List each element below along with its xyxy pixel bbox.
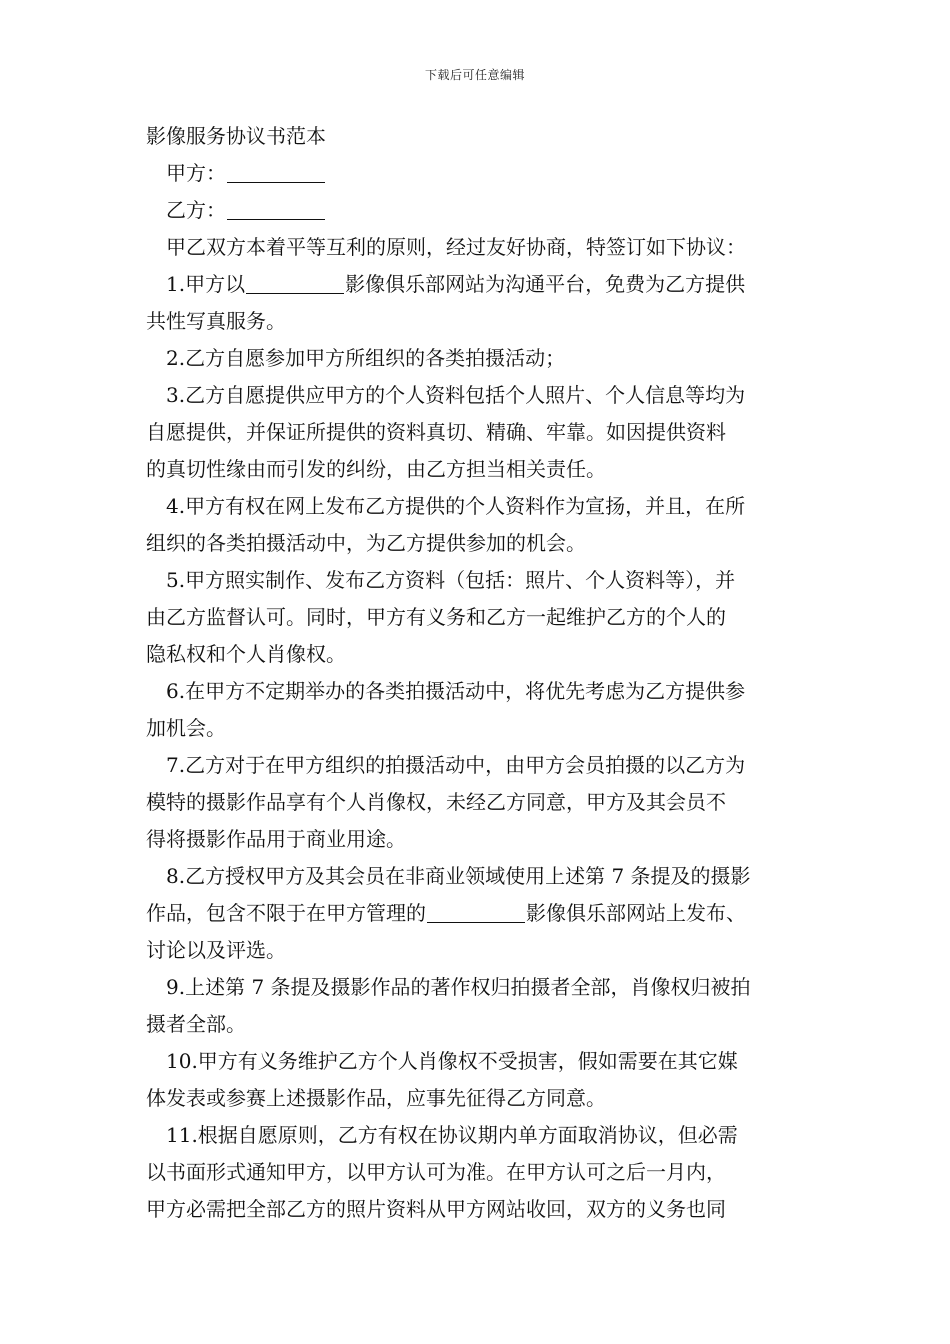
clause-9-line-2: 摄者全部。 xyxy=(146,1012,246,1036)
club-name-blank-2[interactable] xyxy=(427,898,525,923)
clause-7-line-1: 7.乙方对于在甲方组织的拍摄活动中，由甲方会员拍摄的以乙方为 xyxy=(166,753,746,777)
clause-1-line-2: 共性写真服务。 xyxy=(146,309,286,333)
clause-6-line-1: 6.在甲方不定期举办的各类拍摄活动中，将优先考虑为乙方提供参 xyxy=(166,679,746,703)
party-a-line xyxy=(146,155,810,192)
clause-8-text-a: 作品，包含不限于在甲方管理的 xyxy=(146,901,426,925)
clause-8-line-3: 讨论以及评选。 xyxy=(146,938,286,962)
header-note: 下载后可任意编辑 xyxy=(424,68,525,82)
clause-11-line-3: 甲方必需把全部乙方的照片资料从甲方网站收回，双方的义务也同 xyxy=(146,1197,726,1221)
document-body xyxy=(146,118,810,1228)
clause-9-line-1: 9.上述第 7 条提及摄影作品的著作权归拍摄者全部，肖像权归被拍 xyxy=(166,975,751,999)
clause-3-line-1: 3.乙方自愿提供应甲方的个人资料包括个人照片、个人信息等均为 xyxy=(166,383,746,407)
clause-3-line-3: 的真切性缘由而引发的纠纷，由乙方担当相关责任。 xyxy=(146,457,606,481)
clause-3-line-2: 自愿提供，并保证所提供的资料真切、精确、牢靠。如因提供资料 xyxy=(146,420,726,444)
clause-4-line-1: 4.甲方有权在网上发布乙方提供的个人资料作为宣扬，并且，在所 xyxy=(166,494,746,518)
clause-11-line-1: 11.根据自愿原则，乙方有权在协议期内单方面取消协议，但必需 xyxy=(166,1123,738,1147)
clause-1-text-a: 1.甲方以 xyxy=(166,272,246,296)
clause-8-text-b: 影像俱乐部网站上发布、 xyxy=(526,901,746,925)
clause-10-line-1: 10.甲方有义务维护乙方个人肖像权不受损害，假如需要在其它媒 xyxy=(166,1049,738,1073)
clause-1-text-b: 影像俱乐部网站为沟通平台，免费为乙方提供 xyxy=(345,272,746,296)
party-a-label: 甲方： xyxy=(166,161,226,185)
clause-4-line-2: 组织的各类拍摄活动中，为乙方提供参加的机会。 xyxy=(146,531,586,555)
party-a-blank[interactable] xyxy=(227,158,325,183)
clause-11-line-2: 以书面形式通知甲方，以甲方认可为准。在甲方认可之后一月内， xyxy=(146,1160,726,1184)
clause-7-line-3: 得将摄影作品用于商业用途。 xyxy=(146,827,406,851)
party-b-line xyxy=(146,192,810,229)
clause-5-line-1: 5.甲方照实制作、发布乙方资料（包括：照片、个人资料等），并 xyxy=(166,568,736,592)
clause-5-line-2: 由乙方监督认可。同时，甲方有义务和乙方一起维护乙方的个人的 xyxy=(146,605,726,629)
clause-1-line-1 xyxy=(146,266,810,303)
party-b-blank[interactable] xyxy=(227,195,325,220)
clause-10-line-2: 体发表或参赛上述摄影作品，应事先征得乙方同意。 xyxy=(146,1086,606,1110)
clause-2-line-1: 2.乙方自愿参加甲方所组织的各类拍摄活动； xyxy=(166,346,566,370)
clause-8-line-1: 8.乙方授权甲方及其会员在非商业领域使用上述第 7 条提及的摄影 xyxy=(166,864,751,888)
intro-paragraph: 甲乙双方本着平等互利的原则，经过友好协商，特签订如下协议： xyxy=(166,235,746,259)
clause-5-line-3: 隐私权和个人肖像权。 xyxy=(146,642,346,666)
document-title: 影像服务协议书范本 xyxy=(146,124,326,148)
clause-8-line-2 xyxy=(146,895,810,932)
club-name-blank-1[interactable] xyxy=(246,269,344,294)
party-b-label: 乙方： xyxy=(166,198,226,222)
clause-6-line-2: 加机会。 xyxy=(146,716,226,740)
clause-7-line-2: 模特的摄影作品享有个人肖像权，未经乙方同意，甲方及其会员不 xyxy=(146,790,726,814)
